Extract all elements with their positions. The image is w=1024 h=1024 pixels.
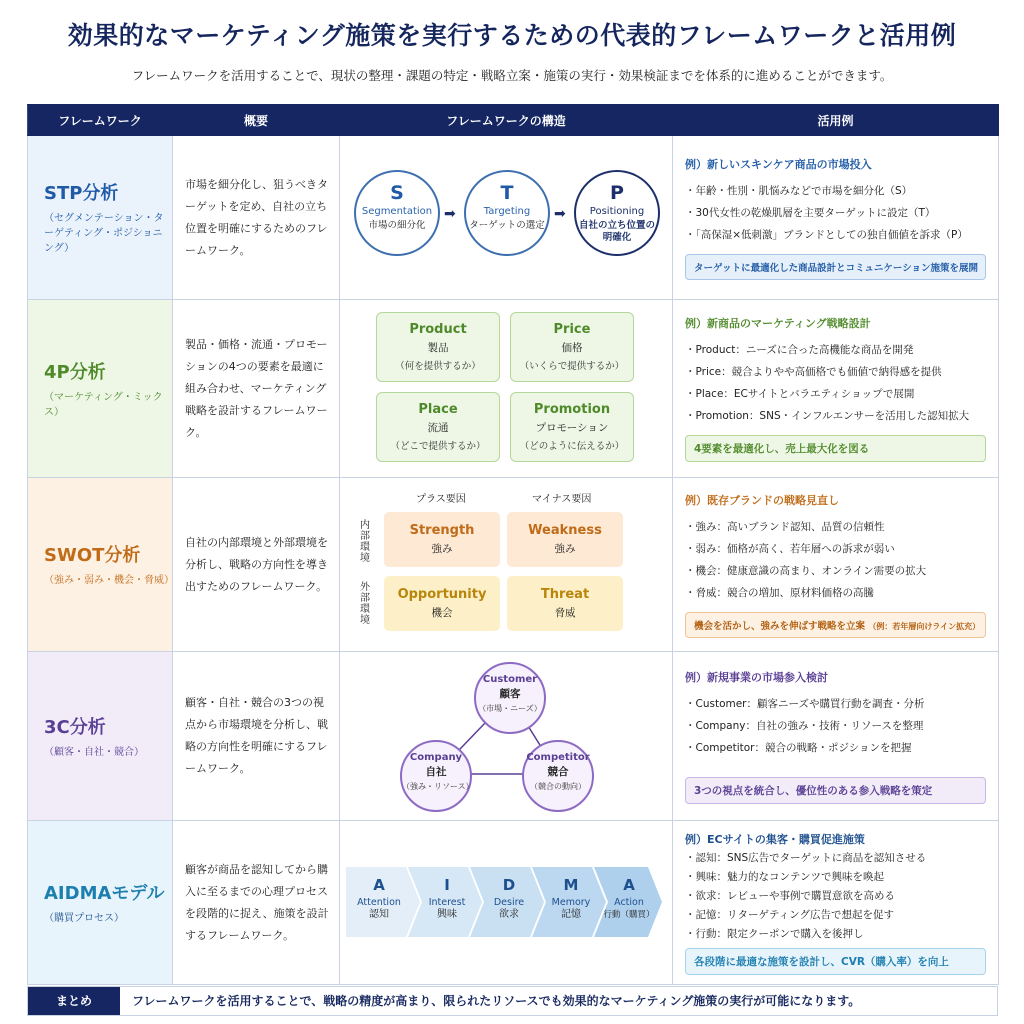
table-row-4p bbox=[28, 300, 999, 478]
3c-question: （競合の動向） bbox=[530, 782, 586, 791]
aidma-summary: 顧客が商品を認知してから購入に至るまでの心理プロセスを段階的に捉え、施策を設計するフレームワーク。 bbox=[173, 821, 340, 985]
swot-box-strength bbox=[384, 512, 500, 567]
page-subtitle: フレームワークを活用することで、現状の整理・課題の特定・戦略立案・施策の実行・効果検証までを体系的に進めることができます。 bbox=[131, 68, 893, 83]
aidma-result: 各段階に最適な施策を設計し、CVR（購入率）を向上 bbox=[685, 948, 986, 975]
stp-circle-t bbox=[464, 170, 550, 256]
3c-jp: 自社 bbox=[425, 766, 447, 778]
aidma-letter: I bbox=[444, 876, 450, 894]
list-item: ・ Promotion：SNS・インフルエンサーを活用した認知拡大 bbox=[685, 405, 986, 427]
swot-internal-label: 内部環境 bbox=[360, 520, 370, 564]
list-item: ・ 強み：高いブランド認知、品質の信頼性 bbox=[685, 516, 986, 538]
header-summary: 概要 bbox=[173, 105, 340, 136]
swot-example-title: 例）既存ブランドの戦略見直し bbox=[685, 493, 839, 507]
aidma-en: Action bbox=[614, 897, 644, 908]
summary-footer bbox=[27, 986, 998, 1016]
aidma-diagram bbox=[340, 821, 673, 984]
arrow-right-icon: ➡ bbox=[554, 206, 566, 222]
3c-question: （市場・ニーズ） bbox=[478, 704, 542, 713]
aidma-letter: M bbox=[563, 876, 579, 894]
summary-label: まとめ bbox=[28, 987, 120, 1015]
3c-circle-competitor bbox=[522, 740, 594, 812]
list-item: ・ Customer：顧客ニーズや購買行動を調査・分析 bbox=[685, 693, 986, 715]
swot-result-note: （例：若年層向けライン拡充） bbox=[868, 621, 981, 631]
swot-jp: 強み bbox=[431, 543, 453, 555]
swot-box-opportunity bbox=[384, 576, 500, 631]
4p-en: Promotion bbox=[533, 402, 611, 417]
3c-structure-cell bbox=[340, 652, 673, 821]
3c-en: Competitor bbox=[526, 752, 590, 763]
swot-example-cell bbox=[673, 478, 999, 652]
4p-structure-cell bbox=[340, 300, 673, 478]
3c-sub: （顧客・自社・競合） bbox=[44, 746, 144, 758]
stp-sub: （セグメンテーション・ターゲティング・ポジショニング） bbox=[44, 213, 164, 254]
swot-summary: 自社の内部環境と外部環境を分析し、戦略の方向性を導き出すためのフレームワーク。 bbox=[173, 478, 340, 652]
aidma-name: AIDMAモデル bbox=[44, 883, 165, 904]
stp-name: STP分析 bbox=[44, 183, 119, 204]
4p-example-title: 例）新商品のマーケティング戦略設計 bbox=[685, 317, 871, 330]
3c-name-cell bbox=[28, 652, 173, 821]
aidma-letter: A bbox=[623, 876, 635, 894]
4p-question: （どのように伝えるか） bbox=[519, 441, 625, 452]
stp-letter-p: P bbox=[610, 182, 624, 204]
stp-jp-s: 市場の細分化 bbox=[368, 220, 426, 231]
table-header-row bbox=[28, 105, 999, 136]
4p-jp: 流通 bbox=[427, 422, 449, 434]
3c-summary: 顧客・自社・競合の3つの視点から市場環境を分析し、戦略の方向性を明確にするフレームワーク。 bbox=[173, 652, 340, 821]
3c-example-cell bbox=[673, 652, 999, 821]
3c-en: Customer bbox=[482, 674, 538, 685]
aidma-jp: 興味 bbox=[437, 909, 457, 920]
list-item: ・ 脅威：競合の増加、原材料価格の高騰 bbox=[685, 582, 986, 604]
swot-plus-label: プラス要因 bbox=[416, 494, 466, 505]
3c-en: Company bbox=[409, 752, 463, 763]
list-item: ・ Company：自社の強み・技術・リソースを整理 bbox=[685, 715, 986, 737]
aidma-sub: （購買プロセス） bbox=[44, 913, 124, 924]
swot-en: Threat bbox=[540, 587, 590, 602]
4p-example-list bbox=[685, 339, 986, 427]
4p-name: 4P分析 bbox=[44, 361, 106, 383]
header-framework: フレームワーク bbox=[28, 105, 173, 136]
4p-en: Place bbox=[418, 402, 458, 417]
swot-example-list bbox=[685, 516, 986, 604]
3c-circle-company bbox=[400, 740, 472, 812]
4p-example-cell bbox=[673, 300, 999, 478]
page-title: 効果的なマーケティング施策を実行するための代表的フレームワークと活用例 bbox=[67, 21, 957, 50]
stp-circle-p bbox=[574, 170, 660, 256]
4p-jp: 価格 bbox=[561, 342, 583, 354]
4p-en: Price bbox=[553, 322, 591, 337]
stp-en-p: Positioning bbox=[589, 206, 645, 217]
4p-result: 4要素を最適化し、売上最大化を図る bbox=[685, 435, 986, 462]
aidma-step-action bbox=[598, 867, 660, 937]
4p-summary: 製品・価格・流通・プロモーションの4つの要素を最適に組み合わせ、マーケティング戦略を設計するフレームワーク。 bbox=[173, 300, 340, 478]
4p-jp: プロモーション bbox=[535, 422, 609, 434]
aidma-structure-cell bbox=[340, 821, 673, 985]
aidma-en: Interest bbox=[428, 897, 466, 908]
aidma-jp: 欲求 bbox=[499, 909, 519, 920]
4p-box-promotion bbox=[510, 392, 634, 462]
swot-sub: （強み・弱み・機会・脅威） bbox=[44, 575, 174, 586]
list-item: ・ 行動：限定クーポンで購入を後押し bbox=[685, 925, 986, 944]
swot-en: Strength bbox=[409, 523, 475, 538]
aidma-step-desire bbox=[476, 867, 542, 937]
aidma-example-title: 例）ECサイトの集客・購買促進施策 bbox=[685, 832, 865, 846]
swot-external-label: 外部環境 bbox=[360, 582, 370, 626]
list-item: ・ Price：競合よりやや高価格でも価値で納得感を提供 bbox=[685, 361, 986, 383]
swot-name-cell bbox=[28, 478, 173, 652]
header-example: 活用例 bbox=[673, 105, 999, 136]
3c-diagram bbox=[340, 652, 673, 820]
4p-box-place bbox=[376, 392, 500, 462]
3c-circle-customer bbox=[474, 662, 546, 734]
4p-question: （いくらで提供するか） bbox=[519, 361, 625, 372]
swot-box-weakness bbox=[507, 512, 623, 567]
list-item: ・ Competitor：競合の戦略・ポジションを把握 bbox=[685, 737, 986, 759]
table-row-aidma bbox=[28, 821, 999, 985]
list-item: ・ 興味：魅力的なコンテンツで興味を喚起 bbox=[685, 868, 986, 887]
aidma-en: Attention bbox=[357, 897, 401, 908]
stp-jp-p: 自社の立ち位置の明確化 bbox=[578, 220, 655, 243]
4p-name-cell bbox=[28, 300, 173, 478]
list-item: ・ 認知：SNS広告でターゲットに商品を認知させる bbox=[685, 849, 986, 868]
stp-summary: 市場を細分化し、狙うべきターゲットを定め、自社の立ち位置を明確にするためのフレームワーク。 bbox=[173, 136, 340, 300]
aidma-en: Desire bbox=[493, 897, 525, 908]
swot-en: Opportunity bbox=[397, 587, 487, 602]
4p-question: （何を提供するか） bbox=[395, 361, 481, 372]
swot-jp: 脅威 bbox=[554, 607, 576, 619]
stp-result: ターゲットに最適化した商品設計とコミュニケーション施策を展開 bbox=[685, 254, 986, 280]
arrow-right-icon: ➡ bbox=[444, 206, 456, 222]
list-item: ・ Product：ニーズに合った高機能な商品を開発 bbox=[685, 339, 986, 361]
table-row-swot bbox=[28, 478, 999, 652]
stp-letter-s: S bbox=[390, 182, 404, 204]
swot-en: Weakness bbox=[528, 523, 602, 538]
aidma-jp: 認知 bbox=[369, 909, 389, 920]
3c-result: 3つの視点を統合し、優位性のある参入戦略を策定 bbox=[685, 777, 986, 804]
aidma-step-attention bbox=[346, 867, 412, 937]
swot-result-text: 機会を活かし、強みを伸ばす戦略を立案 bbox=[694, 620, 866, 632]
stp-example-list bbox=[685, 180, 986, 246]
aidma-letter: A bbox=[373, 876, 385, 894]
stp-structure-cell bbox=[340, 136, 673, 300]
4p-sub: （マーケティング・ミックス） bbox=[44, 391, 163, 418]
swot-result bbox=[685, 612, 986, 638]
swot-structure-cell bbox=[340, 478, 673, 652]
aidma-name-cell bbox=[28, 821, 173, 985]
swot-diagram bbox=[340, 478, 673, 651]
list-item: ・ 機会：健康意識の高まり、オンライン需要の拡大 bbox=[685, 560, 986, 582]
3c-jp: 顧客 bbox=[499, 688, 521, 700]
4p-question: （どこで提供するか） bbox=[390, 441, 486, 452]
4p-en: Product bbox=[409, 322, 467, 337]
aidma-example-list bbox=[685, 849, 986, 944]
3c-example-title: 例）新規事業の市場参入検討 bbox=[685, 670, 828, 684]
stp-en-s: Segmentation bbox=[361, 206, 433, 217]
swot-minus-label: マイナス要因 bbox=[532, 494, 592, 505]
3c-jp: 競合 bbox=[547, 766, 569, 778]
3c-name: 3C分析 bbox=[44, 716, 106, 738]
stp-example-title: 例）新しいスキンケア商品の市場投入 bbox=[685, 157, 872, 171]
swot-jp: 機会 bbox=[431, 607, 453, 619]
stp-circle-s bbox=[354, 170, 440, 256]
swot-box-threat bbox=[507, 576, 623, 631]
swot-name: SWOT分析 bbox=[44, 545, 141, 566]
aidma-step-interest bbox=[414, 867, 480, 937]
list-item: ・ 30代女性の乾燥肌層を主要ターゲットに設定（T） bbox=[685, 202, 986, 224]
stp-jp-t: ターゲットの選定 bbox=[469, 220, 545, 231]
stp-diagram bbox=[340, 136, 673, 299]
aidma-letter: D bbox=[502, 876, 516, 894]
4p-box-price bbox=[510, 312, 634, 382]
stp-letter-t: T bbox=[500, 182, 514, 204]
list-item: ・ Place：ECサイトとバラエティショップで展開 bbox=[685, 383, 986, 405]
list-item: ・ 年齢・性別・肌悩みなどで市場を細分化（S） bbox=[685, 180, 986, 202]
4p-jp: 製品 bbox=[427, 342, 449, 354]
list-item: ・ 「高保湿×低刺激」ブランドとしての独自価値を訴求（P） bbox=[685, 224, 986, 246]
table-row-3c bbox=[28, 652, 999, 821]
aidma-step-memory bbox=[538, 867, 604, 937]
table-row-stp bbox=[28, 136, 999, 300]
4p-box-product bbox=[376, 312, 500, 382]
header-structure: フレームワークの構造 bbox=[340, 105, 673, 136]
4p-diagram bbox=[340, 300, 673, 477]
aidma-jp: 行動（購買） bbox=[603, 910, 655, 920]
summary-text: フレームワークを活用することで、戦略の精度が高まり、限られたリソースでも効果的なマーケティング施策の実行が可能になります。 bbox=[132, 994, 861, 1008]
list-item: ・ 欲求：レビューや事例で購買意欲を高める bbox=[685, 887, 986, 906]
3c-example-list bbox=[685, 693, 986, 759]
list-item: ・ 弱み：価格が高く、若年層への訴求が弱い bbox=[685, 538, 986, 560]
aidma-jp: 記憶 bbox=[561, 909, 581, 920]
stp-example-cell bbox=[673, 136, 999, 300]
list-item: ・ 記憶：リターゲティング広告で想起を促す bbox=[685, 906, 986, 925]
stp-name-cell bbox=[28, 136, 173, 300]
3c-question: （強み・リソース） bbox=[402, 782, 474, 791]
stp-en-t: Targeting bbox=[483, 206, 531, 217]
aidma-example-cell bbox=[673, 821, 999, 985]
framework-table bbox=[27, 104, 999, 985]
swot-jp: 強み bbox=[554, 543, 576, 555]
aidma-en: Memory bbox=[551, 897, 591, 908]
